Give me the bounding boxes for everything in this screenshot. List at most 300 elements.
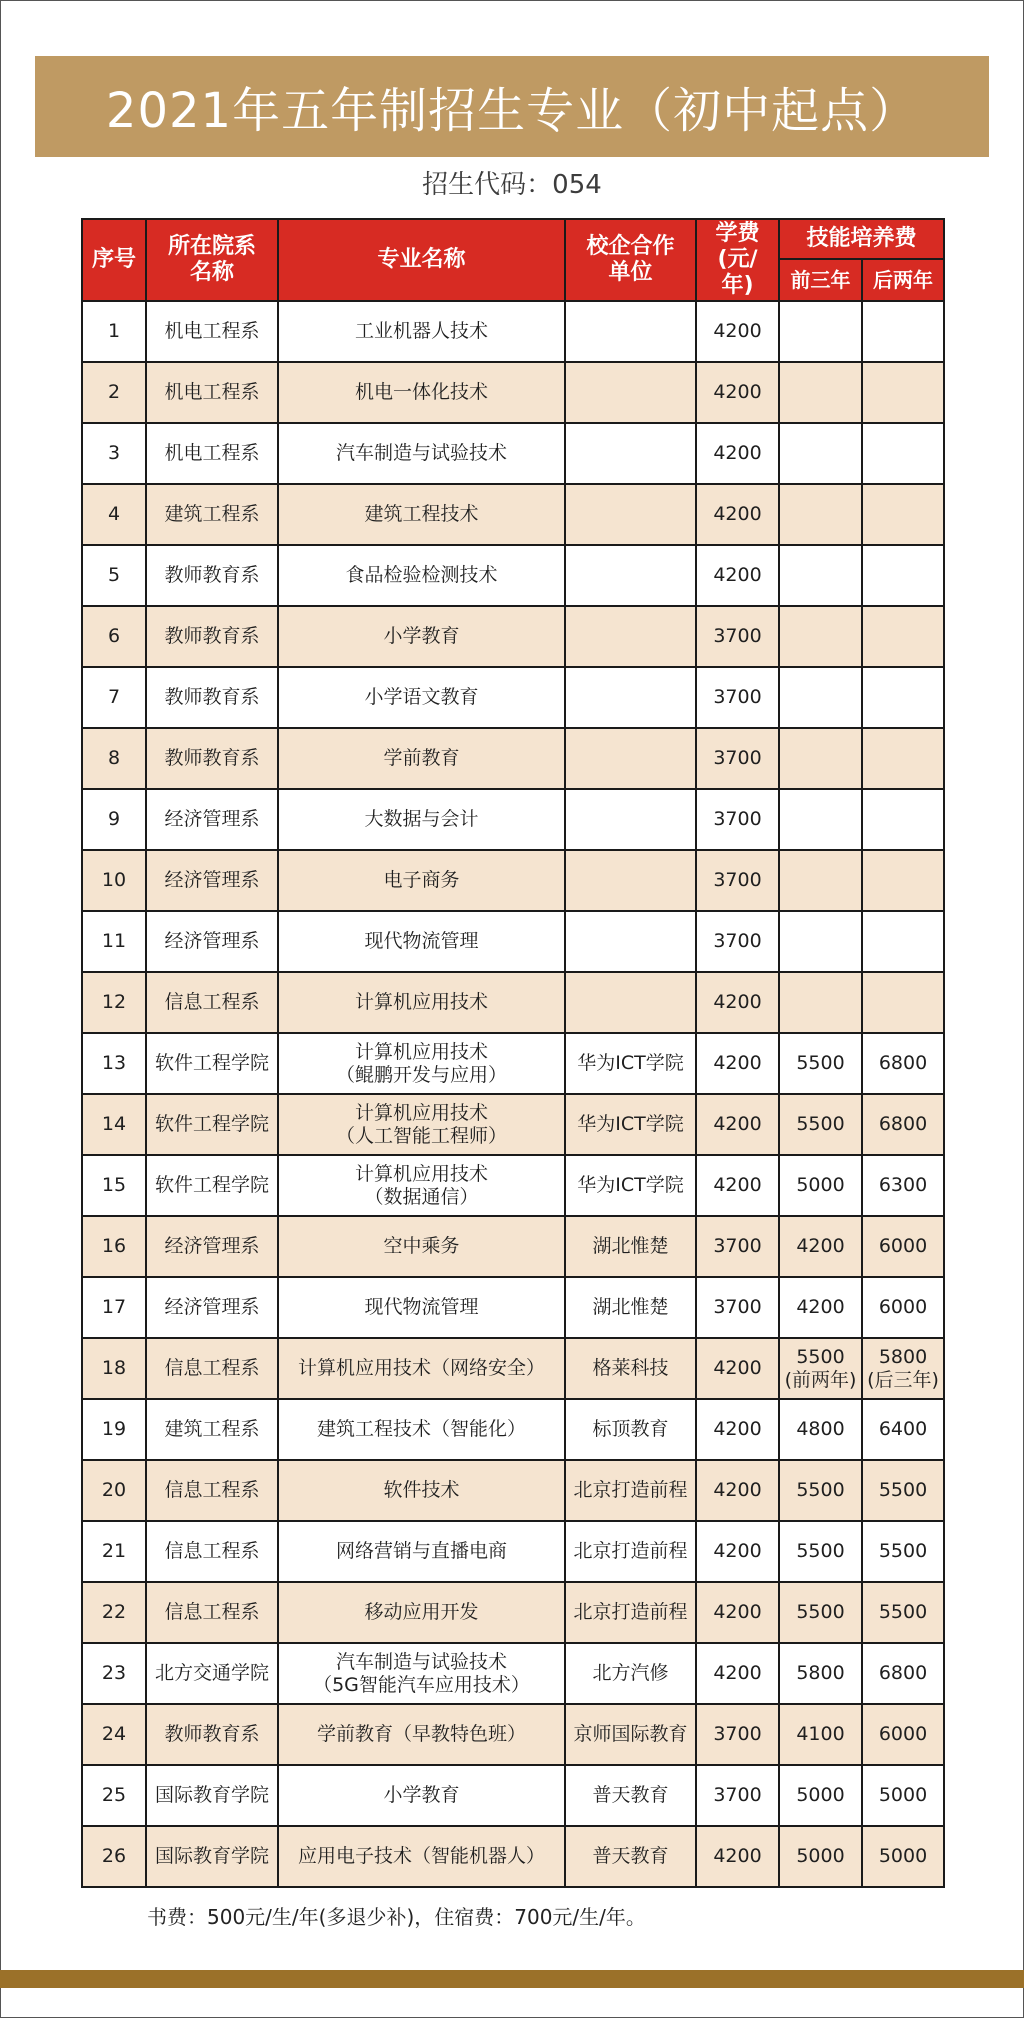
- row-fee-last: [862, 1826, 944, 1887]
- row-tuition: [696, 1338, 779, 1399]
- row-partner-text: 标顶教育: [592, 1418, 669, 1440]
- row-partner-text: 普天教育: [592, 1845, 669, 1867]
- row-tuition: [696, 1582, 779, 1643]
- row-fee-last: [862, 911, 944, 972]
- row-tuition: [696, 423, 779, 484]
- row-seq: [82, 1399, 146, 1460]
- row-fee-last-text: 6000: [878, 1235, 928, 1257]
- row-tuition-text: 4200: [713, 320, 762, 342]
- row-seq-text: 1: [107, 320, 121, 342]
- row-major-text: 应用电子技术（智能机器人）: [297, 1845, 545, 1867]
- row-seq: [82, 1033, 146, 1094]
- row-partner: [565, 1582, 696, 1643]
- row-partner: [565, 1338, 696, 1399]
- row-fee-first: [779, 1338, 862, 1399]
- row-seq: [82, 1277, 146, 1338]
- row-major: [278, 362, 565, 423]
- row-major: [278, 911, 565, 972]
- row-dept-text: 北方交通学院: [154, 1662, 269, 1684]
- row-fee-last-text: 6800: [878, 1052, 928, 1074]
- row-fee-first-text: 5800: [796, 1662, 845, 1684]
- row-seq: [82, 850, 146, 911]
- row-fee-first: [779, 1277, 862, 1338]
- row-seq-text: 5: [107, 564, 121, 586]
- row-fee-last-subtext: (后三年): [867, 1368, 939, 1391]
- row-dept: [146, 1643, 278, 1704]
- row-major-text: 学前教育（早教特色班）: [316, 1723, 526, 1745]
- row-dept-text: 教师教育系: [164, 1723, 260, 1745]
- row-fee-first: [779, 1399, 862, 1460]
- header-dept: [146, 219, 278, 301]
- row-fee-first-text: 5500: [796, 1113, 845, 1135]
- row-fee-last: [862, 850, 944, 911]
- row-major: [278, 1826, 565, 1887]
- table-row: [82, 911, 944, 972]
- row-fee-last: [862, 1033, 944, 1094]
- row-dept: [146, 1033, 278, 1094]
- row-seq: [82, 1704, 146, 1765]
- row-tuition-text: 3700: [713, 625, 762, 647]
- row-tuition: [696, 484, 779, 545]
- row-tuition-text: 4200: [713, 991, 762, 1013]
- table-row: [82, 1094, 944, 1155]
- row-seq: [82, 1216, 146, 1277]
- row-seq-text: 11: [101, 930, 127, 952]
- row-seq-text: 20: [101, 1479, 127, 1501]
- row-dept: [146, 1338, 278, 1399]
- row-seq: [82, 789, 146, 850]
- row-fee-first: [779, 1765, 862, 1826]
- row-seq: [82, 1765, 146, 1826]
- row-dept: [146, 1460, 278, 1521]
- table-row: [82, 1399, 944, 1460]
- row-major: [278, 1582, 565, 1643]
- row-tuition-text: 4200: [713, 503, 762, 525]
- row-fee-first: [779, 362, 862, 423]
- majors-table: [81, 218, 945, 1888]
- row-dept-text: 经济管理系: [164, 1296, 260, 1318]
- row-major-text: 建筑工程技术（智能化）: [316, 1418, 526, 1440]
- table-row: [82, 1582, 944, 1643]
- row-major-text: 学前教育: [383, 747, 460, 769]
- row-dept-text: 教师教育系: [164, 625, 260, 647]
- row-dept: [146, 1704, 278, 1765]
- row-partner: [565, 1826, 696, 1887]
- row-tuition: [696, 850, 779, 911]
- row-fee-first-text: 4200: [796, 1296, 845, 1318]
- row-partner-text: 北京打造前程: [573, 1601, 688, 1623]
- row-major: [278, 1765, 565, 1826]
- row-major: [278, 1277, 565, 1338]
- row-tuition: [696, 1155, 779, 1216]
- header-last-two: 后两年: [862, 259, 944, 301]
- row-partner: [565, 1460, 696, 1521]
- row-fee-first: [779, 606, 862, 667]
- row-seq-text: 23: [101, 1662, 127, 1684]
- row-dept-text: 国际教育学院: [154, 1784, 269, 1806]
- row-seq-text: 6: [107, 625, 121, 647]
- row-major-text: 计算机应用技术: [354, 1040, 488, 1063]
- row-tuition: [696, 545, 779, 606]
- row-tuition: [696, 1765, 779, 1826]
- row-major-text: 食品检验检测技术: [345, 564, 498, 586]
- row-dept: [146, 1582, 278, 1643]
- row-fee-first-text: 4800: [796, 1418, 845, 1440]
- row-seq-text: 26: [101, 1845, 127, 1867]
- row-seq: [82, 1155, 146, 1216]
- row-major-text: 小学教育: [383, 625, 460, 647]
- row-major: [278, 972, 565, 1033]
- row-tuition: [696, 1094, 779, 1155]
- row-seq-text: 3: [107, 442, 121, 464]
- row-tuition: [696, 1033, 779, 1094]
- row-partner: [565, 850, 696, 911]
- table-row: [82, 1216, 944, 1277]
- row-fee-last: [862, 972, 944, 1033]
- row-fee-first-text: 5500: [796, 1601, 845, 1623]
- row-fee-last-text: 6000: [878, 1723, 928, 1745]
- row-partner: [565, 301, 696, 362]
- row-fee-last-text: 5000: [878, 1784, 928, 1806]
- row-partner: [565, 545, 696, 606]
- table-row: [82, 1521, 944, 1582]
- row-dept-text: 软件工程学院: [154, 1113, 269, 1135]
- table-row: [82, 1704, 944, 1765]
- row-major: [278, 1033, 565, 1094]
- row-fee-last: [862, 423, 944, 484]
- row-tuition-text: 3700: [713, 1296, 762, 1318]
- row-seq: [82, 911, 146, 972]
- row-major: [278, 728, 565, 789]
- row-partner: [565, 789, 696, 850]
- fee-note: 书费：500元/生/年(多退少补)，住宿费：700元/生/年。: [147, 1905, 646, 1929]
- row-fee-last-text: 5800: [878, 1345, 928, 1368]
- row-seq: [82, 1094, 146, 1155]
- row-major-subtext: （数据通信）: [364, 1185, 479, 1208]
- row-fee-last: [862, 1155, 944, 1216]
- row-partner-text: 湖北惟楚: [592, 1235, 669, 1257]
- row-seq: [82, 423, 146, 484]
- row-partner: [565, 1155, 696, 1216]
- row-tuition-text: 3700: [713, 808, 762, 830]
- row-major-text: 现代物流管理: [364, 1296, 479, 1318]
- row-seq-text: 7: [107, 686, 121, 708]
- row-tuition-text: 4200: [713, 1662, 762, 1684]
- row-tuition-text: 4200: [713, 1601, 762, 1623]
- row-fee-first: [779, 1155, 862, 1216]
- row-dept-text: 国际教育学院: [154, 1845, 269, 1867]
- row-fee-last-text: 5000: [878, 1845, 928, 1867]
- row-fee-last: [862, 1643, 944, 1704]
- row-partner: [565, 728, 696, 789]
- row-fee-last: [862, 362, 944, 423]
- row-seq: [82, 545, 146, 606]
- row-tuition-text: 4200: [713, 1113, 762, 1135]
- row-fee-last: [862, 1460, 944, 1521]
- row-seq: [82, 1582, 146, 1643]
- row-tuition-text: 3700: [713, 930, 762, 952]
- row-tuition-text: 4200: [713, 1357, 762, 1379]
- row-seq: [82, 972, 146, 1033]
- table-row: [82, 423, 944, 484]
- row-fee-first: [779, 1216, 862, 1277]
- row-seq-text: 25: [101, 1784, 127, 1806]
- row-major: [278, 1155, 565, 1216]
- table-row: [82, 606, 944, 667]
- row-dept: [146, 301, 278, 362]
- table-row: [82, 789, 944, 850]
- row-major-text: 小学教育: [383, 1784, 460, 1806]
- row-partner: [565, 606, 696, 667]
- row-dept-text: 信息工程系: [164, 1601, 260, 1623]
- row-fee-first-text: 4100: [796, 1723, 845, 1745]
- row-tuition-text: 3700: [713, 1235, 762, 1257]
- row-dept: [146, 1094, 278, 1155]
- row-fee-last-text: 5500: [878, 1540, 928, 1562]
- row-dept-text: 经济管理系: [164, 808, 260, 830]
- page-title: 2021年五年制招生专业（初中起点）: [105, 83, 919, 139]
- bottom-bar: [0, 1970, 1024, 1988]
- row-dept: [146, 972, 278, 1033]
- row-seq: [82, 728, 146, 789]
- row-fee-last-text: 6400: [878, 1418, 928, 1440]
- row-major-subtext: （5G智能汽车应用技术）: [313, 1673, 530, 1696]
- table-row: [82, 545, 944, 606]
- row-dept-text: 经济管理系: [164, 930, 260, 952]
- row-fee-last-text: 6000: [878, 1296, 928, 1318]
- table-row: [82, 1643, 944, 1704]
- header-first-three: 前三年: [779, 259, 862, 301]
- row-tuition: [696, 789, 779, 850]
- row-dept-text: 信息工程系: [164, 1540, 260, 1562]
- row-dept: [146, 911, 278, 972]
- row-tuition-text: 4200: [713, 381, 762, 403]
- row-fee-last: [862, 1338, 944, 1399]
- header-tuition-text: 学费(元/年): [715, 221, 760, 298]
- row-seq-text: 10: [101, 869, 127, 891]
- row-fee-last: [862, 1521, 944, 1582]
- row-seq: [82, 301, 146, 362]
- row-dept: [146, 545, 278, 606]
- row-major-text: 空中乘务: [383, 1235, 460, 1257]
- row-dept-text: 经济管理系: [164, 1235, 260, 1257]
- row-major-text: 计算机应用技术: [354, 1101, 488, 1124]
- row-dept: [146, 1521, 278, 1582]
- row-fee-last: [862, 1704, 944, 1765]
- row-seq-text: 13: [101, 1052, 127, 1074]
- row-tuition: [696, 1704, 779, 1765]
- row-tuition: [696, 606, 779, 667]
- row-major-text: 工业机器人技术: [354, 320, 488, 342]
- row-fee-first: [779, 1643, 862, 1704]
- row-fee-first: [779, 1704, 862, 1765]
- row-dept: [146, 850, 278, 911]
- row-tuition: [696, 1826, 779, 1887]
- row-partner-text: 北京打造前程: [573, 1479, 688, 1501]
- row-seq-text: 4: [107, 503, 121, 525]
- row-major: [278, 301, 565, 362]
- header-seq: 序号: [82, 219, 146, 301]
- row-seq: [82, 1826, 146, 1887]
- table-row: [82, 362, 944, 423]
- row-major-text: 机电一体化技术: [354, 381, 488, 403]
- row-major-subtext: （人工智能工程师）: [335, 1124, 507, 1147]
- table-row: [82, 301, 944, 362]
- row-major: [278, 1399, 565, 1460]
- row-partner: [565, 423, 696, 484]
- row-fee-last: [862, 1399, 944, 1460]
- row-partner: [565, 1277, 696, 1338]
- header-partner-text: 校企合作单位: [586, 234, 675, 285]
- row-partner-text: 北方汽修: [592, 1662, 669, 1684]
- table-row: [82, 850, 944, 911]
- row-fee-first-text: 5500: [796, 1540, 845, 1562]
- row-fee-first-text: 5000: [796, 1784, 845, 1806]
- row-seq-text: 24: [101, 1723, 127, 1745]
- row-major-text: 小学语文教育: [364, 686, 479, 708]
- row-partner: [565, 1033, 696, 1094]
- row-partner-text: 普天教育: [592, 1784, 669, 1806]
- table-row: [82, 1765, 944, 1826]
- header-dept-text: 所在院系名称: [167, 234, 256, 285]
- row-dept: [146, 1765, 278, 1826]
- row-dept: [146, 789, 278, 850]
- row-tuition: [696, 911, 779, 972]
- row-fee-first: [779, 911, 862, 972]
- row-tuition-text: 4200: [713, 1418, 762, 1440]
- row-seq-text: 9: [107, 808, 121, 830]
- row-fee-last-text: 5500: [878, 1601, 928, 1623]
- row-seq-text: 12: [101, 991, 127, 1013]
- row-tuition: [696, 667, 779, 728]
- row-major: [278, 850, 565, 911]
- row-major: [278, 1094, 565, 1155]
- row-fee-last: [862, 667, 944, 728]
- row-seq-text: 16: [101, 1235, 127, 1257]
- row-dept: [146, 1399, 278, 1460]
- row-fee-last-text: 6800: [878, 1662, 928, 1684]
- header-partner: [565, 219, 696, 301]
- row-fee-last: [862, 1216, 944, 1277]
- row-major-text: 电子商务: [383, 869, 460, 891]
- row-major-text: 汽车制造与试验技术: [335, 1650, 507, 1673]
- row-partner-text: 格莱科技: [592, 1357, 669, 1379]
- row-dept: [146, 1826, 278, 1887]
- row-fee-first: [779, 789, 862, 850]
- row-partner: [565, 1704, 696, 1765]
- row-major: [278, 1338, 565, 1399]
- row-partner: [565, 1765, 696, 1826]
- row-fee-last: [862, 1277, 944, 1338]
- row-partner: [565, 1094, 696, 1155]
- row-seq-text: 17: [101, 1296, 127, 1318]
- row-fee-last-text: 5500: [878, 1479, 928, 1501]
- table-row: [82, 1033, 944, 1094]
- row-partner-text: 华为ICT学院: [577, 1113, 684, 1135]
- row-partner-text: 华为ICT学院: [577, 1174, 684, 1196]
- row-major-text: 现代物流管理: [364, 930, 479, 952]
- enrollment-code: 招生代码：054: [422, 170, 602, 200]
- row-tuition-text: 3700: [713, 686, 762, 708]
- row-dept-text: 教师教育系: [164, 564, 260, 586]
- row-dept-text: 建筑工程系: [164, 1418, 260, 1440]
- table-row: [82, 972, 944, 1033]
- row-seq: [82, 1460, 146, 1521]
- row-tuition-text: 4200: [713, 1540, 762, 1562]
- row-dept: [146, 728, 278, 789]
- row-dept: [146, 1277, 278, 1338]
- row-seq-text: 21: [101, 1540, 127, 1562]
- row-major: [278, 606, 565, 667]
- row-fee-last: [862, 728, 944, 789]
- row-dept-text: 建筑工程系: [164, 503, 260, 525]
- row-fee-first: [779, 1826, 862, 1887]
- row-seq: [82, 667, 146, 728]
- row-fee-first-text: 5000: [796, 1845, 845, 1867]
- row-seq: [82, 1643, 146, 1704]
- row-fee-first: [779, 1582, 862, 1643]
- table-row: [82, 667, 944, 728]
- row-dept-text: 经济管理系: [164, 869, 260, 891]
- row-dept-text: 软件工程学院: [154, 1174, 269, 1196]
- row-tuition-text: 3700: [713, 747, 762, 769]
- row-fee-first-text: 5500: [796, 1479, 845, 1501]
- row-major: [278, 545, 565, 606]
- row-major-text: 移动应用开发: [364, 1601, 479, 1623]
- row-fee-last: [862, 1094, 944, 1155]
- row-fee-last: [862, 606, 944, 667]
- row-tuition: [696, 972, 779, 1033]
- row-seq-text: 2: [107, 381, 121, 403]
- row-tuition-text: 3700: [713, 869, 762, 891]
- title-banner: [35, 56, 989, 157]
- row-major-text: 计算机应用技术: [354, 1162, 488, 1185]
- row-fee-first: [779, 728, 862, 789]
- row-major: [278, 1643, 565, 1704]
- header-major: 专业名称: [278, 219, 565, 301]
- row-fee-first: [779, 545, 862, 606]
- row-seq-text: 19: [101, 1418, 127, 1440]
- row-dept: [146, 362, 278, 423]
- row-partner: [565, 1643, 696, 1704]
- row-major: [278, 484, 565, 545]
- row-tuition-text: 4200: [713, 1479, 762, 1501]
- row-tuition: [696, 1399, 779, 1460]
- row-seq: [82, 1338, 146, 1399]
- row-fee-last: [862, 545, 944, 606]
- row-partner: [565, 1521, 696, 1582]
- row-tuition: [696, 728, 779, 789]
- row-tuition: [696, 1521, 779, 1582]
- row-dept-text: 信息工程系: [164, 1357, 260, 1379]
- row-fee-first: [779, 1521, 862, 1582]
- row-seq-text: 18: [101, 1357, 127, 1379]
- row-fee-first: [779, 667, 862, 728]
- row-partner: [565, 362, 696, 423]
- row-tuition: [696, 1643, 779, 1704]
- row-dept: [146, 484, 278, 545]
- table-row: [82, 1460, 944, 1521]
- row-seq: [82, 362, 146, 423]
- row-partner: [565, 484, 696, 545]
- table-row: [82, 484, 944, 545]
- table-row: [82, 728, 944, 789]
- row-dept-text: 软件工程学院: [154, 1052, 269, 1074]
- row-partner: [565, 1216, 696, 1277]
- row-tuition-text: 4200: [713, 1845, 762, 1867]
- row-seq: [82, 1521, 146, 1582]
- header-skill-fee: 技能培养费: [779, 219, 944, 259]
